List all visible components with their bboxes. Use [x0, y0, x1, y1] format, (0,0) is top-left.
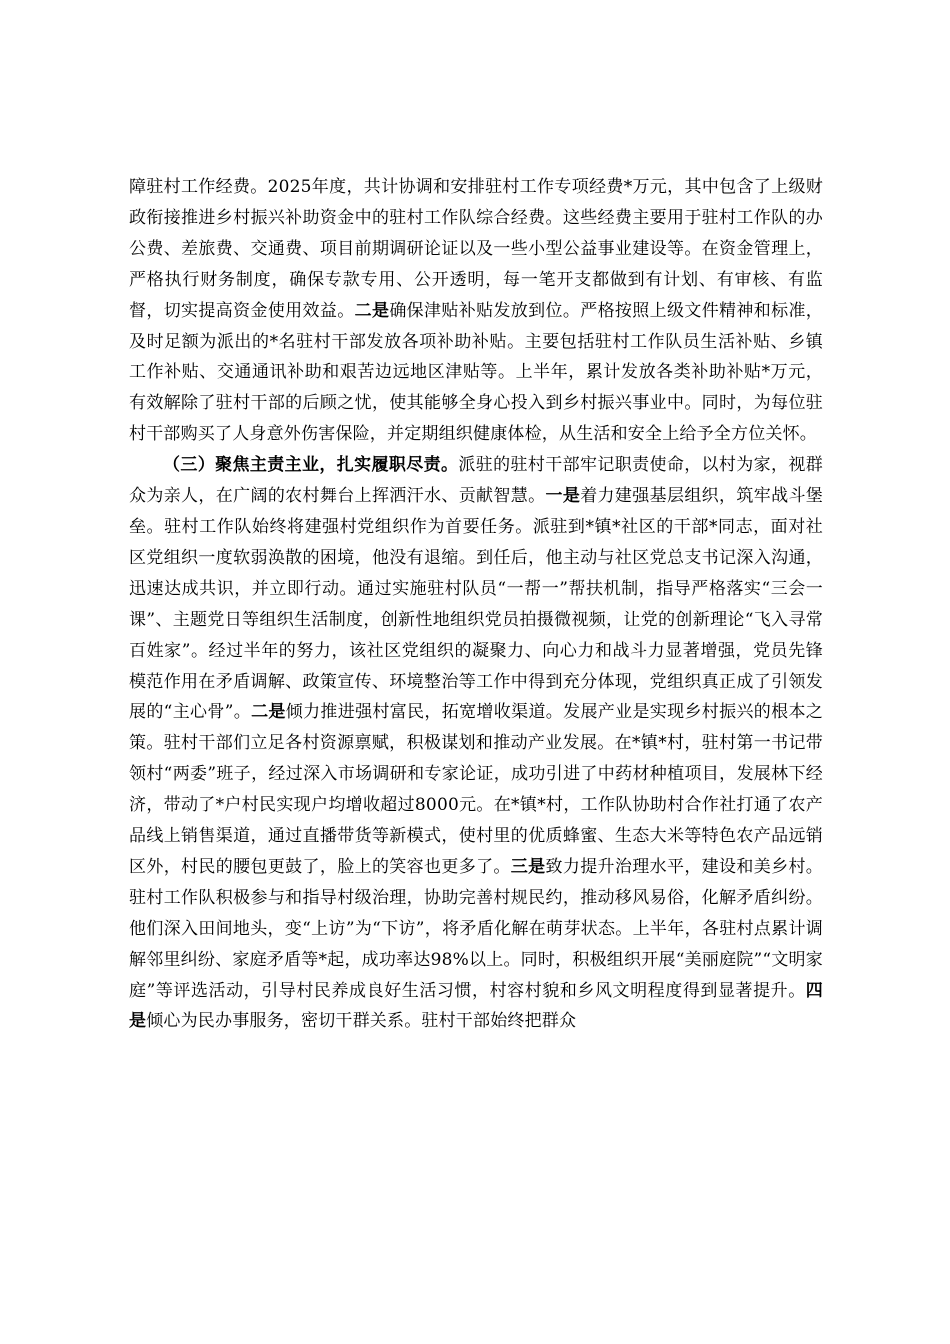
text-segment: 着力建强基层组织，筑牢战斗堡垒。驻村工作队始终将建强村党组织作为首要任务。派驻到*镇*社区的干部*同志，面对社区党组织一度软弱涣散的困境，他没有退缩。到任后，他主动与社区党总支书记深入沟通，迅速达成共识，并立即行动。通过实施驻村队员“一帮一”帮扶机制，指导严格落实“三会一课”、主题党日等组织生活制度，创新性地组织党员拍摄微视频，让党的创新理论“飞入寻常百姓家”。经过半年的努力，该社区党组织的凝聚力、向心力和战斗力显著增强，党员先锋模范作用在矛盾调解、政策宣传、环境整治等工作中得到充分体现，党组织真正成了引领发展的“主心骨”。 — [129, 486, 823, 723]
text-segment: 致力提升治理水平，建设和美乡村。驻村工作队积极参与和指导村级治理，协助完善村规民约，推动移风易俗，化解矛盾纠纷。他们深入田间地头，变“上访”为“下访”，将矛盾化解在萌芽状态。上半年，各驻村点累计调解邻里纠纷、家庭矛盾等*起，成功率达98%以上。同时，积极组织开展“美丽庭院”“文明家庭”等评选活动，引导村民养成良好生活习惯，村容村貌和乡风文明程度得到显著提升。 — [129, 856, 824, 1001]
bold-marker-yi-shi: 一是 — [545, 486, 581, 507]
bold-marker-er-shi: 二是 — [354, 300, 390, 321]
paragraph-funding — [129, 172, 823, 450]
text-segment: 倾心为民办事服务，密切干群关系。驻村干部始终把群众 — [146, 1011, 577, 1032]
section-heading: （三）聚焦主责主业，扎实履职尽责。 — [163, 455, 459, 476]
paragraph-section-three — [129, 450, 823, 1037]
text-segment: 障驻村工作经费。2025年度，共计协调和安排驻村工作专项经费*万元，其中包含了上级财政衔接推进乡村振兴补助资金中的驻村工作队综合经费。这些经费主要用于驻村工作队的办公费、差旅费、交通费、项目前期调研论证以及一些小型公益事业建设等。在资金管理上，严格执行财务制度，确保专款专用、公开透明，每一笔开支都做到有计划、有审核、有监督，切实提高资金使用效益。 — [129, 177, 823, 321]
text-segment: 倾力推进强村富民，拓宽增收渠道。发展产业是实现乡村振兴的根本之策。驻村干部们立足各村资源禀赋，积极谋划和推动产业发展。在*镇*村，驻村第一书记带领村“两委”班子，经过深入市场调研和专家论证，成功引进了中药材种植项目，发展林下经济，带动了*户村民实现户均增收超过8000元。在*镇*村，工作队协助村合作社打通了农产品线上销售渠道，通过直播带货等新模式，使村里的优质蜂蜜、生态大米等特色农产品远销区外，村民的腰包更鼓了，脸上的笑容也更多了。 — [129, 702, 824, 877]
text-segment: 派驻的驻村干部牢记职责使命，以村为家，视群众为亲人，在广阔的农村舞台上挥洒汗水、贡献智慧。 — [129, 455, 823, 507]
bold-marker-san-shi: 三是 — [510, 856, 546, 877]
bold-marker-er-shi: 二是 — [251, 702, 286, 723]
document-body — [129, 172, 823, 1037]
bold-marker-si-shi: 四是 — [129, 980, 823, 1032]
text-segment: 确保津贴补贴发放到位。严格按照上级文件精神和标准，及时足额为派出的*名驻村干部发放各项补助补贴。主要包括驻村工作队员生活补贴、乡镇工作补贴、交通通讯补助和艰苦边远地区津贴等。上半年，累计发放各类补助补贴*万元，有效解除了驻村干部的后顾之忧，使其能够全身心投入到乡村振兴事业中。同时，为每位驻村干部购买了人身意外伤害保险，并定期组织健康体检，从生活和安全上给予全方位关怀。 — [129, 300, 824, 445]
